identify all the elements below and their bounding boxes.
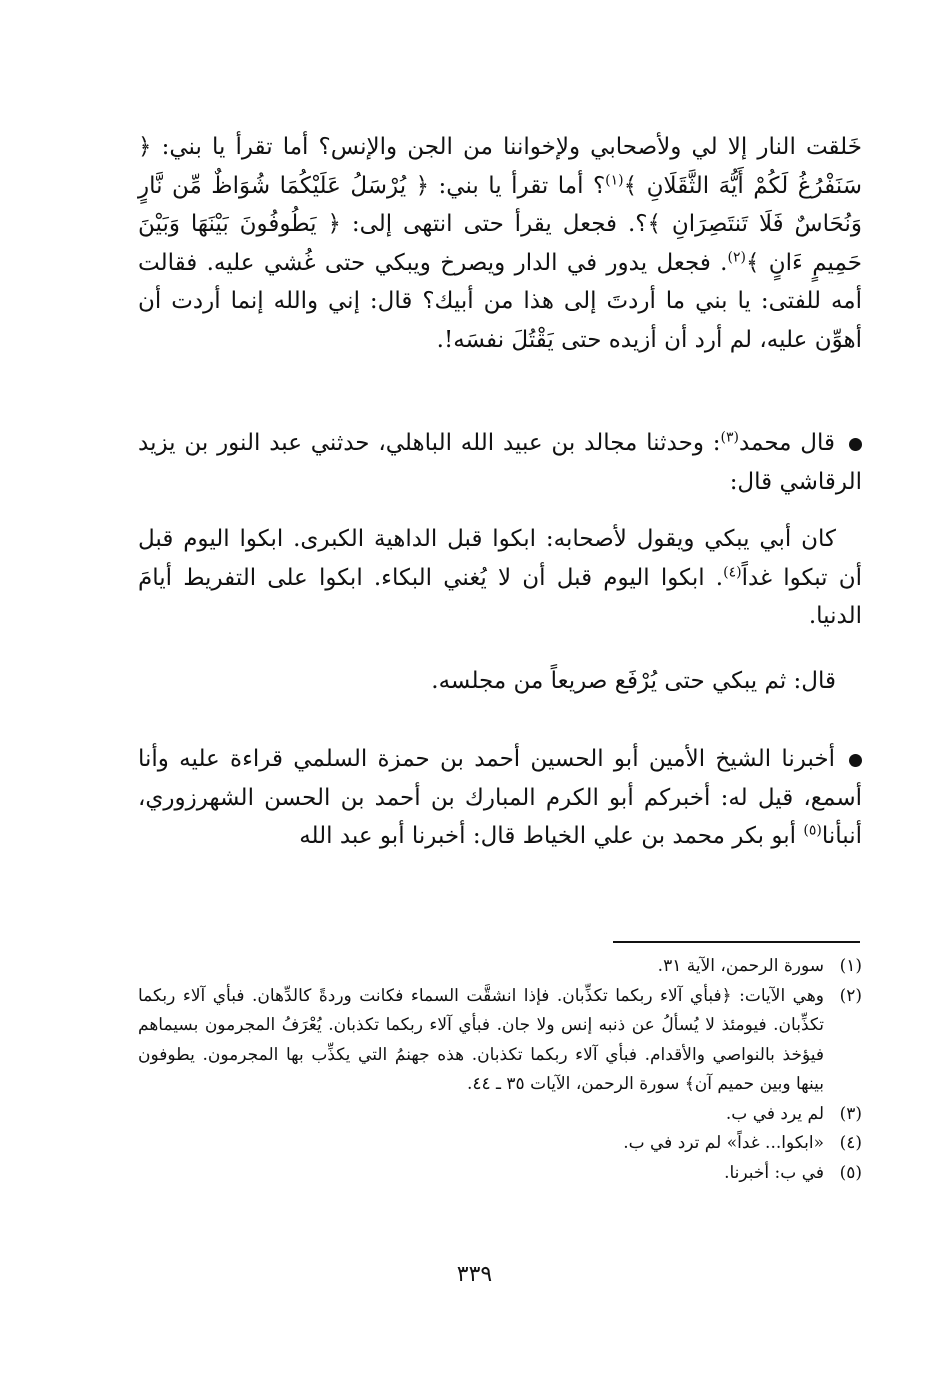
footnote-4 xyxy=(138,1129,862,1159)
footnote-2 xyxy=(138,982,862,1100)
footnotes xyxy=(138,952,862,1188)
footnote-ref-3: (٣) xyxy=(720,429,739,446)
footnote-ref-2: (٢) xyxy=(727,248,746,265)
para1-text-b: ؟ أما تقرأ يا بني: ﴿ يُرْسَلُ عَلَيْكُمَا شُوَاظٌ مِّن نَّارٍ وَنُحَاسٌ فَلَا تَنتَصِرَانِ ﴾؟. فجعل يقرأ حتى انتهى إلى: ﴿ يَطُوفُونَ بَيْنَهَا وَبَيْنَ حَمِيمٍ ءَانٍ ﴾ xyxy=(138,172,862,276)
para4-text: قال: ثم يبكي حتى يُرْفَع صريعاً من مجلسه. xyxy=(431,668,836,694)
body-paragraph-4 xyxy=(138,662,862,701)
bullet-icon xyxy=(849,438,862,451)
footnote-number: (٣) xyxy=(839,1103,862,1124)
footnote-ref-1: (١) xyxy=(605,171,624,188)
footnote-text: في ب: أخبرنا. xyxy=(724,1162,824,1183)
footnote-ref-5: (٥) xyxy=(803,822,822,839)
bullet-icon xyxy=(849,754,862,767)
footnote-number: (٥) xyxy=(839,1162,862,1183)
footnote-number: (٤) xyxy=(839,1133,862,1153)
body-paragraph-2 xyxy=(138,424,862,501)
footnote-divider xyxy=(613,941,860,943)
footnote-3 xyxy=(138,1100,862,1130)
footnote-text: وهي الآيات: ﴿فبأي آلاء ربكما تكذِّبان. فإذا انشقَّت السماء فكانت وردةً كالدِّهان. فبأي آلاء ربكما تكذِّبان. فيومئذ لا يُسألُ عن ذنبه إنس ولا جان. فبأي آلاء ربكما تكذبان. يُعْرَفُ المجرمون بسيماهم فيؤخذ بالنواصي والأقدام. فبأي آلاء ربكما تكذبان. هذه جهنمُ التي يكذِّب بها المجرمون. يطوفون بينها وبين حميم آن﴾ سورة الرحمن، الآيات ٣٥ ـ ٤٤. xyxy=(138,985,824,1094)
body-paragraph-5 xyxy=(138,740,862,856)
body-paragraph-3 xyxy=(138,520,862,636)
para1-text-c: . فجعل يدور في الدار ويصرخ ويبكي حتى غُشي عليه. فقالت أمه للفتى: يا بني ما أردتَ إلى هذا من أبيك؟ قال: إني والله إنما أردت أن أهوِّن عليه، لم أرد أن أزيده حتى يَقْتُلَ نفسَه!. xyxy=(138,249,862,353)
para2-text-b: : وحدثنا مجالد بن عبيد الله الباهلي، حدثني عبد النور بن يزيد الرقاشي قال: xyxy=(138,430,862,495)
para3-text-b: . ابكوا اليوم قبل أن لا يُغني البكاء. ابكوا على التفريط أيامَ الدنيا. xyxy=(138,564,862,629)
footnote-5 xyxy=(138,1159,862,1189)
para1-text: خَلقت النار إلا لي ولأصحابي ولإخواننا من الجن والإنس؟ أما تقرأ يا بني: ﴿ سَنَفْرُغُ لَكُمْ أَيُّهَ الثَّقَلَانِ ﴾ xyxy=(138,134,862,199)
para5-text-b: أبو بكر محمد بن علي الخياط قال: أخبرنا أبو عبد الله xyxy=(299,823,804,849)
footnote-text: لم يرد في ب. xyxy=(725,1103,824,1124)
footnote-ref-4: (٤) xyxy=(723,563,742,580)
body-paragraph-1 xyxy=(138,128,862,359)
footnote-text: «ابكوا... غداً» لم ترد في ب. xyxy=(623,1133,824,1153)
para5-text: أخبرنا الشيخ الأمين أبو الحسين أحمد بن حمزة السلمي قراءة عليه وأنا أسمع، قيل له: أخبركم أبو الكرم المبارك بن أحمد بن الحسن الشهرزوري، أنبأنا xyxy=(138,746,862,849)
page-number: ٣٣٩ xyxy=(456,1262,493,1287)
footnote-1 xyxy=(138,952,862,982)
footnote-text: سورة الرحمن، الآية ٣١. xyxy=(657,956,824,976)
para2-text: قال محمد xyxy=(738,430,835,456)
footnote-number: (٢) xyxy=(839,985,862,1006)
footnote-number: (١) xyxy=(839,956,862,976)
para3-text: كان أبي يبكي ويقول لأصحابه: ابكوا قبل الداهية الكبرى. ابكوا اليوم قبل أن تبكوا غداً xyxy=(138,526,862,591)
